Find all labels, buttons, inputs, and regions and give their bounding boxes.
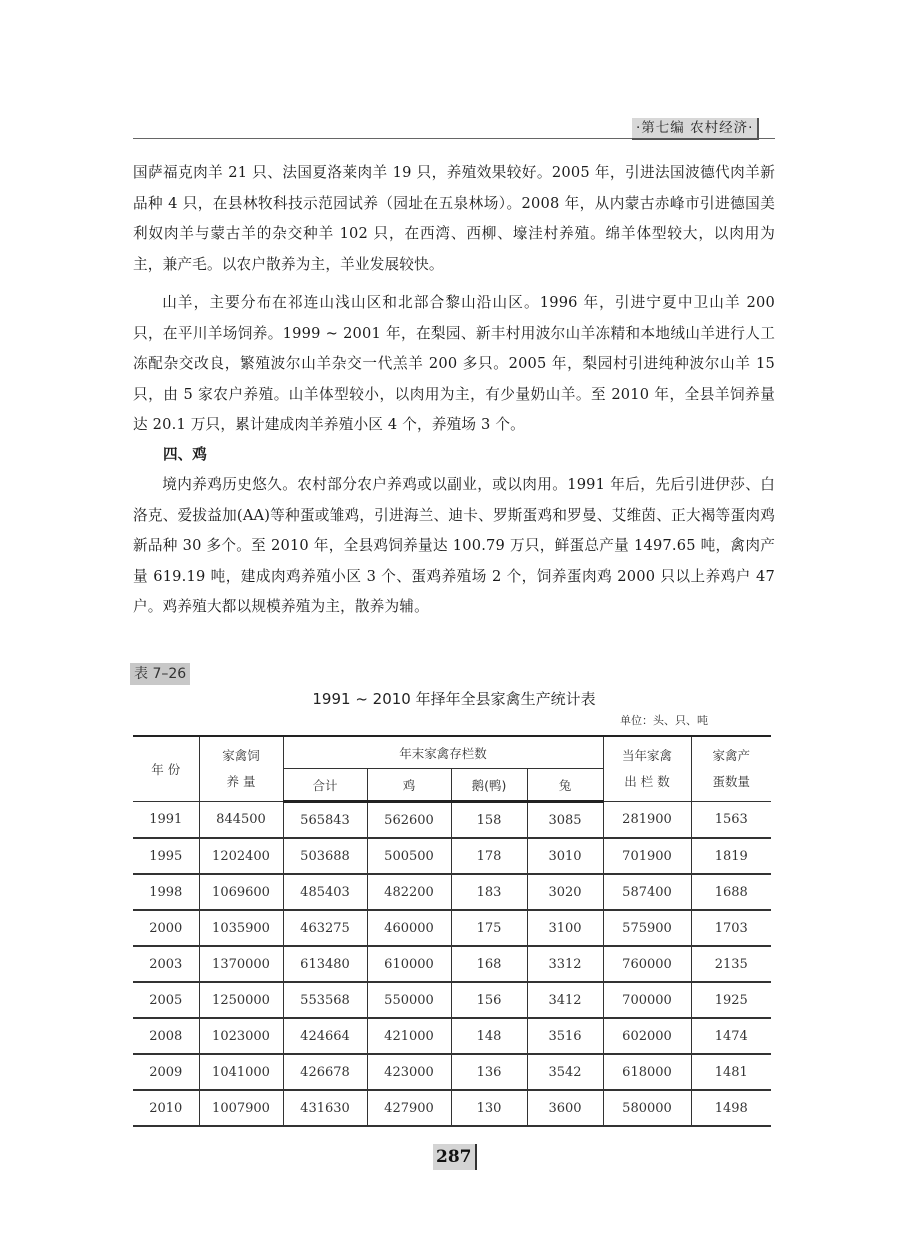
cell-stock-goose-duck: 178: [451, 838, 527, 874]
cell-feeding: 1041000: [199, 1054, 283, 1090]
table-row: [133, 910, 771, 946]
table-title: 1991 ~ 2010 年择年全县家禽生产统计表: [312, 690, 596, 708]
cell-stock-chicken: 423000: [367, 1054, 451, 1090]
cell-year: 2003: [133, 946, 199, 982]
table-row: [133, 874, 771, 910]
cell-slaughter: 602000: [603, 1018, 691, 1054]
cell-stock-total: 503688: [283, 838, 367, 874]
table-row: [133, 1018, 771, 1054]
table-header-row: [133, 736, 771, 769]
paragraph-text: 山羊，主要分布在祁连山浅山区和北部合黎山沿山区。1996 年，引进宁夏中卫山羊 200 只，在平川羊场饲养。1999 ~ 2001 年，在梨园、新丰村用波尔山羊冻精和本地绒山羊进行人工冻配杂交改良，繁殖波尔山羊杂交一代羔羊 200 多只。2005 年，梨园村引进纯种波尔山羊 15 只，由 5 家农户养殖。山羊体型较小，以肉用为主，有少量奶山羊。至 2010 年，全县羊饲养量达 20.1 万只，累计建成肉羊养殖小区 4 个，养殖场 3 个。: [133, 294, 775, 433]
cell-stock-goose-duck: 175: [451, 910, 527, 946]
cell-stock-total: 485403: [283, 874, 367, 910]
header-slaughter: 当年家禽出 栏 数: [603, 736, 691, 802]
cell-stock-rabbit: 3085: [527, 802, 603, 839]
cell-stock-rabbit: 3516: [527, 1018, 603, 1054]
cell-year: 1998: [133, 874, 199, 910]
cell-year: 1995: [133, 838, 199, 874]
cell-stock-chicken: 421000: [367, 1018, 451, 1054]
cell-stock-goose-duck: 168: [451, 946, 527, 982]
paragraph-text: 国萨福克肉羊 21 只、法国夏洛莱肉羊 19 只，养殖效果较好。2005 年，引进法国波德代肉羊新品种 4 只，在县林牧科技示范园试养（园址在五泉林场）。2008 年，从内蒙古赤峰市引进德国美利奴肉羊与蒙古羊的杂交种羊 102 只，在西湾、西柳、壕洼村养殖。绵羊体型较大，以肉用为主，兼产毛。以农户散养为主，羊业发展较快。: [133, 164, 775, 273]
section-header-label: ·第七编 农村经济·: [632, 118, 759, 140]
cell-slaughter: 281900: [603, 802, 691, 839]
cell-year: 2010: [133, 1090, 199, 1126]
cell-eggs: 1819: [691, 838, 771, 874]
cell-stock-total: 565843: [283, 802, 367, 839]
table-row: [133, 1090, 771, 1126]
cell-slaughter: 618000: [603, 1054, 691, 1090]
cell-slaughter: 580000: [603, 1090, 691, 1126]
cell-stock-total: 426678: [283, 1054, 367, 1090]
paragraph-text: 境内养鸡历史悠久。农村部分农户养鸡或以副业，或以肉用。1991 年后，先后引进伊莎、白洛克、爱拔益加(AA)等种蛋或雏鸡，引进海兰、迪卡、罗斯蛋鸡和罗曼、艾维茵、正大褐等蛋肉鸡新品种 30 多个。至 2010 年，全县鸡饲养量达 100.79 万只，鲜蛋总产量 1497.65 吨，禽肉产量 619.19 吨，建成肉鸡养殖小区 3 个、蛋鸡养殖场 2 个，饲养蛋肉鸡 2000 只以上养鸡户 47 户。鸡养殖大都以规模养殖为主，散养为辅。: [133, 476, 775, 615]
section-heading: 四、鸡: [163, 446, 207, 463]
cell-stock-chicken: 610000: [367, 946, 451, 982]
cell-eggs: 1703: [691, 910, 771, 946]
cell-stock-chicken: 427900: [367, 1090, 451, 1126]
cell-feeding: 1035900: [199, 910, 283, 946]
cell-stock-goose-duck: 158: [451, 802, 527, 839]
cell-eggs: 1563: [691, 802, 771, 839]
table-label: 表 7–26: [130, 663, 190, 685]
header-rabbit: 兔: [527, 769, 603, 802]
paragraph-chicken: [133, 470, 775, 623]
cell-stock-chicken: 482200: [367, 874, 451, 910]
cell-eggs: 1925: [691, 982, 771, 1018]
cell-stock-total: 424664: [283, 1018, 367, 1054]
cell-stock-goose-duck: 183: [451, 874, 527, 910]
header-total: 合计: [283, 769, 367, 802]
cell-year: 1991: [133, 802, 199, 839]
cell-stock-rabbit: 3600: [527, 1090, 603, 1126]
table-row: [133, 838, 771, 874]
cell-slaughter: 587400: [603, 874, 691, 910]
cell-eggs: 1688: [691, 874, 771, 910]
table-unit: 单位：头、只、吨: [620, 714, 708, 727]
header-eggs: 家禽产蛋数量: [691, 736, 771, 802]
cell-stock-chicken: 500500: [367, 838, 451, 874]
cell-slaughter: 701900: [603, 838, 691, 874]
cell-stock-chicken: 550000: [367, 982, 451, 1018]
cell-slaughter: 760000: [603, 946, 691, 982]
cell-eggs: 2135: [691, 946, 771, 982]
cell-stock-chicken: 562600: [367, 802, 451, 839]
cell-stock-total: 613480: [283, 946, 367, 982]
cell-year: 2005: [133, 982, 199, 1018]
cell-stock-goose-duck: 148: [451, 1018, 527, 1054]
table-row: [133, 1054, 771, 1090]
cell-stock-total: 463275: [283, 910, 367, 946]
page-number: 287: [433, 1144, 477, 1170]
cell-stock-rabbit: 3412: [527, 982, 603, 1018]
cell-slaughter: 700000: [603, 982, 691, 1018]
header-chicken: 鸡: [367, 769, 451, 802]
cell-stock-total: 431630: [283, 1090, 367, 1126]
paragraph-sheep: [133, 158, 775, 280]
cell-stock-rabbit: 3020: [527, 874, 603, 910]
header-stock-group: 年末家禽存栏数: [283, 736, 603, 769]
cell-stock-goose-duck: 136: [451, 1054, 527, 1090]
cell-slaughter: 575900: [603, 910, 691, 946]
cell-feeding: 1250000: [199, 982, 283, 1018]
header-feeding: 家禽饲养 量: [199, 736, 283, 802]
table-row: [133, 802, 771, 839]
cell-stock-chicken: 460000: [367, 910, 451, 946]
cell-year: 2000: [133, 910, 199, 946]
cell-stock-rabbit: 3542: [527, 1054, 603, 1090]
cell-feeding: 844500: [199, 802, 283, 839]
cell-feeding: 1370000: [199, 946, 283, 982]
table-row: [133, 946, 771, 982]
paragraph-goat: [133, 288, 775, 441]
cell-year: 2008: [133, 1018, 199, 1054]
cell-feeding: 1202400: [199, 838, 283, 874]
cell-feeding: 1007900: [199, 1090, 283, 1126]
poultry-stats-table: [133, 735, 771, 1127]
cell-eggs: 1498: [691, 1090, 771, 1126]
cell-year: 2009: [133, 1054, 199, 1090]
cell-stock-rabbit: 3312: [527, 946, 603, 982]
cell-feeding: 1023000: [199, 1018, 283, 1054]
table-row: [133, 982, 771, 1018]
cell-eggs: 1474: [691, 1018, 771, 1054]
cell-stock-goose-duck: 156: [451, 982, 527, 1018]
header-goose-duck: 鹅(鸭): [451, 769, 527, 802]
cell-stock-rabbit: 3100: [527, 910, 603, 946]
cell-stock-total: 553568: [283, 982, 367, 1018]
cell-eggs: 1481: [691, 1054, 771, 1090]
cell-stock-goose-duck: 130: [451, 1090, 527, 1126]
cell-feeding: 1069600: [199, 874, 283, 910]
header-year: 年 份: [133, 736, 199, 802]
cell-stock-rabbit: 3010: [527, 838, 603, 874]
